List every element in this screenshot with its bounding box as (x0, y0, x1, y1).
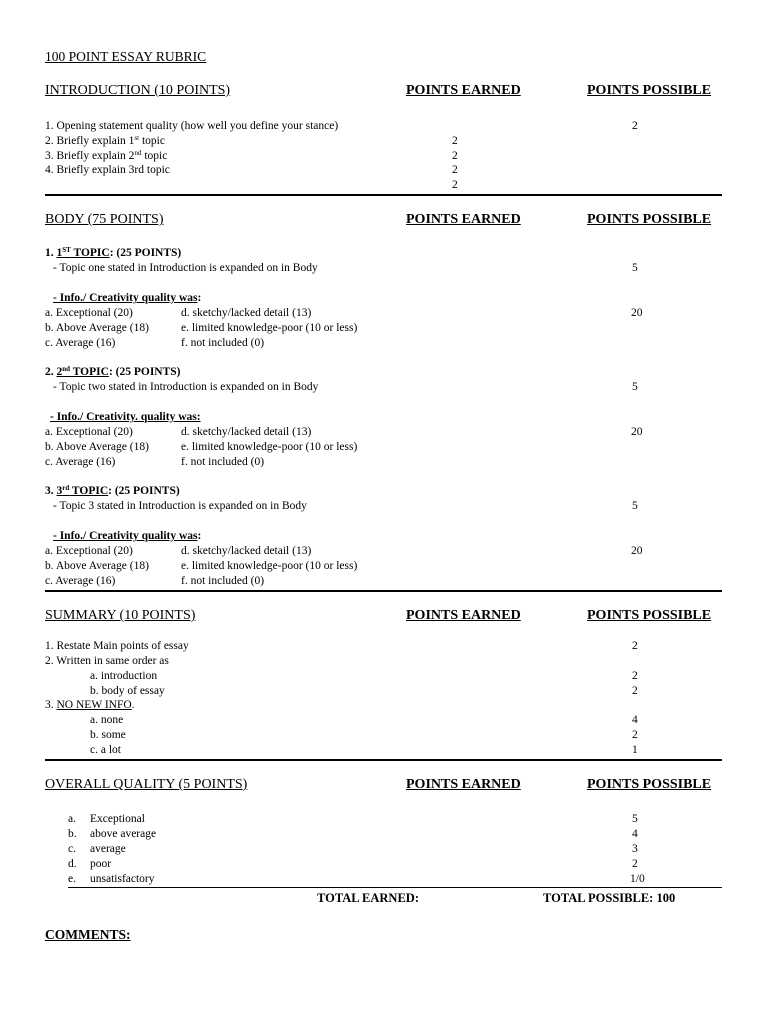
overall-points-d: 2 (632, 858, 638, 870)
topic-3-heading: 3. 3rd TOPIC: (25 POINTS) (45, 484, 180, 497)
topic-2-heading: 2. 2nd TOPIC: (25 POINTS) (45, 365, 181, 378)
summary-item-3b-points: 2 (632, 729, 638, 741)
overall-label-b: above average (90, 828, 157, 840)
overall-label-a: Exceptional (90, 813, 145, 825)
intro-heading: INTRODUCTION (10 POINTS) (45, 83, 231, 98)
summary-item-1-points: 2 (632, 640, 638, 652)
topic-2-grade-d: d. sketchy/lacked detail (13) (181, 426, 312, 438)
overall-letter-a: a. (68, 813, 76, 825)
overall-letter-e: e. (68, 873, 76, 885)
overall-letter-c: c. (68, 843, 76, 855)
intro-item-1: 1. Opening statement quality (how well you define your stance) (45, 120, 339, 132)
overall-earned-header: POINTS EARNED (406, 777, 521, 792)
comments-label: COMMENTS: (45, 927, 131, 942)
overall-points-a: 5 (632, 813, 638, 825)
total-possible: TOTAL POSSIBLE: 100 (543, 891, 676, 905)
intro-item-2: 2. Briefly explain 1st topic (45, 134, 165, 147)
topic-1-quality-points: 20 (631, 307, 643, 319)
overall-label-c: average (90, 843, 126, 855)
topic-2-grade-b: b. Above Average (18) (45, 441, 149, 453)
body-possible-header: POINTS POSSIBLE (587, 212, 712, 227)
overall-label-d: poor (90, 858, 112, 870)
section-divider (45, 759, 722, 761)
topic-2-grade-c: c. Average (16) (45, 456, 116, 468)
summary-item-3b: b. some (90, 729, 126, 741)
overall-points-b: 4 (632, 828, 638, 840)
intro-points-possible: 2 (632, 120, 638, 132)
topic-2-desc-points: 5 (632, 381, 638, 393)
overall-letter-d: d. (68, 858, 77, 870)
summary-item-3: 3. NO NEW INFO. (45, 699, 135, 711)
overall-label-e: unsatisfactory (90, 873, 155, 885)
body-earned-header: POINTS EARNED (406, 212, 521, 227)
summary-item-3c: c. a lot (90, 744, 121, 756)
topic-2-grade-e: e. limited knowledge-poor (10 or less) (181, 441, 358, 453)
topic-3-desc: - Topic 3 stated in Introduction is expanded on in Body (53, 500, 307, 512)
section-divider (45, 590, 722, 592)
summary-heading: SUMMARY (10 POINTS) (45, 608, 196, 623)
topic-3-desc-points: 5 (632, 500, 638, 512)
topic-2-quality-points: 20 (631, 426, 643, 438)
intro-points-4: 2 (452, 164, 458, 176)
totals-divider (68, 887, 722, 888)
overall-heading: OVERALL QUALITY (5 POINTS) (45, 777, 248, 792)
topic-3-grade-d: d. sketchy/lacked detail (13) (181, 545, 312, 557)
topic-3-grade-f: f. not included (0) (181, 575, 265, 587)
topic-2-quality: - Info./ Creativity. quality was: (50, 411, 201, 423)
summary-item-2: 2. Written in same order as (45, 655, 169, 667)
topic-3-quality: - Info./ Creativity quality was: (53, 530, 202, 542)
intro-item-4: 4. Briefly explain 3rd topic (45, 164, 170, 176)
topic-2-grade-a: a. Exceptional (20) (45, 426, 133, 438)
summary-earned-header: POINTS EARNED (406, 608, 521, 623)
topic-1-grade-a: a. Exceptional (20) (45, 307, 133, 319)
topic-2-grade-f: f. not included (0) (181, 456, 265, 468)
topic-3-grade-b: b. Above Average (18) (45, 560, 149, 572)
overall-points-e: 1/0 (630, 873, 645, 885)
summary-item-1: 1. Restate Main points of essay (45, 640, 189, 652)
topic-1-quality: - Info./ Creativity quality was: (53, 292, 202, 304)
overall-letter-b: b. (68, 828, 77, 840)
topic-1-grade-e: e. limited knowledge-poor (10 or less) (181, 322, 358, 334)
intro-points-2: 2 (452, 135, 458, 147)
topic-1-desc-points: 5 (632, 262, 638, 274)
intro-points-3: 2 (452, 150, 458, 162)
summary-item-3a: a. none (90, 714, 124, 726)
topic-3-grade-a: a. Exceptional (20) (45, 545, 133, 557)
topic-3-quality-points: 20 (631, 545, 643, 557)
section-divider (45, 194, 722, 196)
topic-3-grade-c: c. Average (16) (45, 575, 116, 587)
body-heading: BODY (75 POINTS) (45, 212, 164, 227)
topic-1-grade-d: d. sketchy/lacked detail (13) (181, 307, 312, 319)
topic-1-desc: - Topic one stated in Introduction is expanded on in Body (53, 262, 318, 274)
intro-item-3: 3. Briefly explain 2nd topic (45, 149, 168, 162)
intro-earned-header: POINTS EARNED (406, 83, 521, 98)
total-earned: TOTAL EARNED: (317, 891, 419, 905)
topic-1-grade-f: f. not included (0) (181, 337, 265, 349)
summary-item-2a: a. introduction (90, 670, 158, 682)
topic-2-desc: - Topic two stated in Introduction is expanded on in Body (53, 381, 319, 393)
summary-possible-header: POINTS POSSIBLE (587, 608, 712, 623)
overall-possible-header: POINTS POSSIBLE (587, 777, 712, 792)
summary-item-2b: b. body of essay (90, 685, 165, 697)
topic-1-grade-b: b. Above Average (18) (45, 322, 149, 334)
page-title: 100 POINT ESSAY RUBRIC (45, 49, 207, 64)
topic-3-grade-e: e. limited knowledge-poor (10 or less) (181, 560, 358, 572)
summary-item-3c-points: 1 (632, 744, 638, 756)
summary-item-3a-points: 4 (632, 714, 638, 726)
topic-1-heading: 1. 1ST TOPIC: (25 POINTS) (45, 246, 182, 259)
summary-item-2b-points: 2 (632, 685, 638, 697)
overall-points-c: 3 (632, 843, 638, 855)
summary-item-2a-points: 2 (632, 670, 638, 682)
topic-1-grade-c: c. Average (16) (45, 337, 116, 349)
intro-points-5: 2 (452, 179, 458, 191)
intro-possible-header: POINTS POSSIBLE (587, 83, 712, 98)
